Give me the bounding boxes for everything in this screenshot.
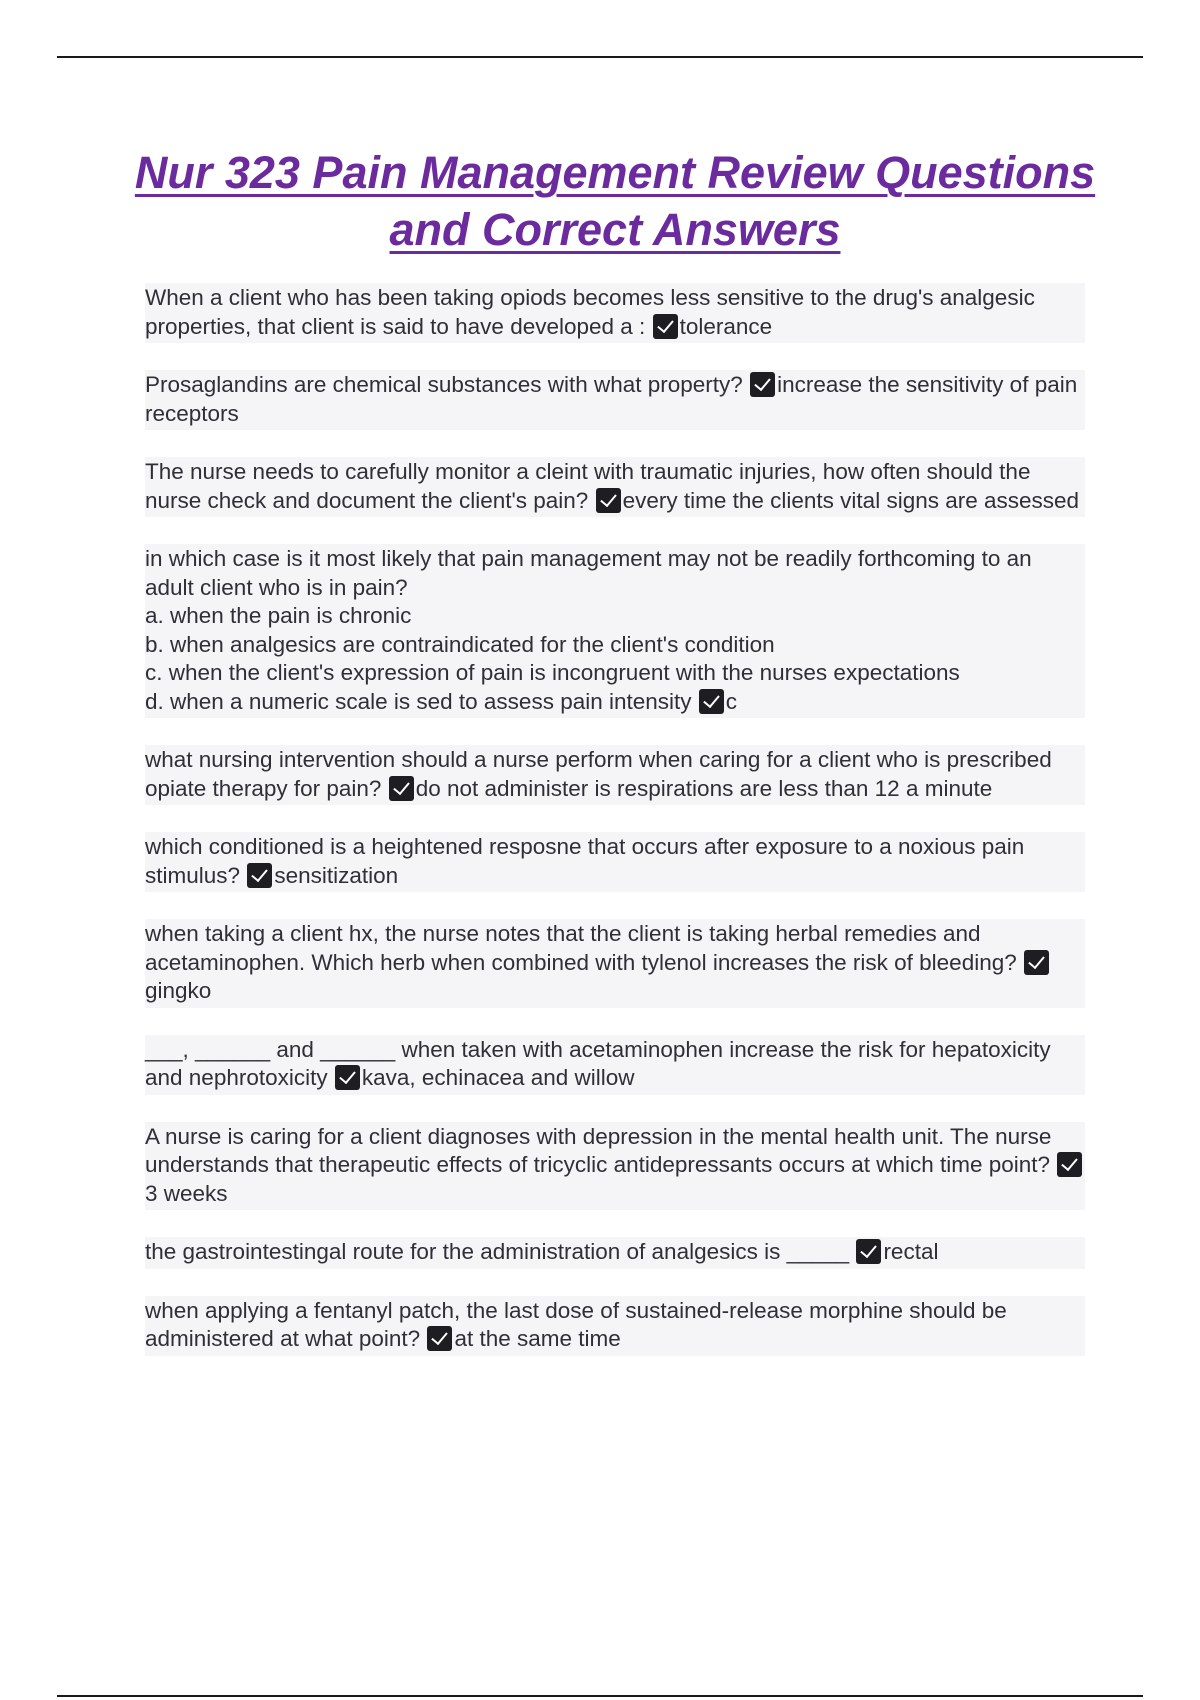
qa-item — [145, 1237, 1085, 1269]
question-text: ___, ______ and ______ when taken with acetaminophen increase the risk for hepatoxicity and nephrotoxicity — [145, 1036, 1051, 1090]
checkmark-icon — [856, 1239, 881, 1264]
checkmark-icon — [1057, 1152, 1082, 1177]
qa-item — [145, 832, 1085, 892]
document-title: Nur 323 Pain Management Review Questions and Correct Answers — [134, 147, 1096, 255]
qa-item — [145, 1035, 1085, 1095]
answer-text: rectal — [883, 1239, 939, 1264]
qa-item — [145, 370, 1085, 430]
checkmark-icon — [653, 314, 678, 339]
checkmark-icon — [699, 689, 724, 714]
checkmark-icon — [427, 1326, 452, 1351]
answer-text: gingko — [145, 978, 212, 1003]
question-text: When a client who has been taking opiods becomes less sensitive to the drug's analgesic properties, that client is said to have developed a : — [145, 285, 1035, 339]
qa-item — [145, 1296, 1085, 1356]
checkmark-icon — [335, 1065, 360, 1090]
answer-text: c — [725, 688, 738, 714]
question-text: what nursing intervention should a nurse perform when caring for a client who is prescribed opiate therapy for pain? — [145, 747, 1052, 801]
answer-text: tolerance — [679, 313, 773, 339]
qa-item — [145, 544, 1085, 718]
checkmark-icon — [247, 863, 272, 888]
qa-list — [145, 283, 1085, 1383]
qa-item — [145, 283, 1085, 343]
qa-item — [145, 745, 1085, 805]
checkmark-icon — [750, 372, 775, 397]
checkmark-icon — [596, 488, 621, 513]
question-text: in which case is it most likely that pain management may not be readily forthcoming to an adult client who is in pain? a. when the pain is chronic b. when analgesics are contraindicated for the client's condition c. when the client's expression of pain is incongruent with the nurses expectations d. when a numeric scale is sed to assess pain intensity — [145, 546, 1032, 714]
question-text: which conditioned is a heightened resposne that occurs after exposure to a noxious pain stimulus? — [145, 834, 1025, 888]
question-text: the gastrointestingal route for the administration of analgesics is _____ — [145, 1239, 850, 1264]
answer-text: every time the clients vital signs are assessed — [622, 487, 1080, 513]
question-text: Prosaglandins are chemical substances with what property? — [145, 372, 743, 397]
answer-text: increase the sensitivity of pain receptors — [145, 372, 1078, 426]
answer-text: kava, echinacea and willow — [361, 1065, 635, 1090]
question-text: The nurse needs to carefully monitor a cleint with traumatic injuries, how often should the nurse check and document the client's pain? — [145, 459, 1031, 513]
answer-text: at the same time — [454, 1326, 621, 1351]
bottom-rule — [57, 1695, 1143, 1697]
checkmark-icon — [389, 776, 414, 801]
checkmark-icon — [1024, 950, 1049, 975]
answer-text: sensitization — [274, 862, 399, 888]
qa-item — [145, 457, 1085, 517]
question-text: when taking a client hx, the nurse notes that the client is taking herbal remedies and acetaminophen. Which herb when combined with tylenol increases the risk of bleeding? — [145, 921, 1017, 975]
question-text: A nurse is caring for a client diagnoses with depression in the mental health unit. The nurse understands that therapeutic effects of tricyclic antidepressants occurs at which time point? — [145, 1123, 1052, 1177]
answer-text: 3 weeks — [145, 1180, 228, 1206]
qa-item — [145, 919, 1085, 1008]
qa-item — [145, 1122, 1085, 1211]
question-text: when applying a fentanyl patch, the last dose of sustained-release morphine should be administered at what point? — [145, 1297, 1007, 1351]
top-rule — [57, 56, 1143, 58]
answer-text: do not administer is respirations are less than 12 a minute — [415, 775, 993, 801]
